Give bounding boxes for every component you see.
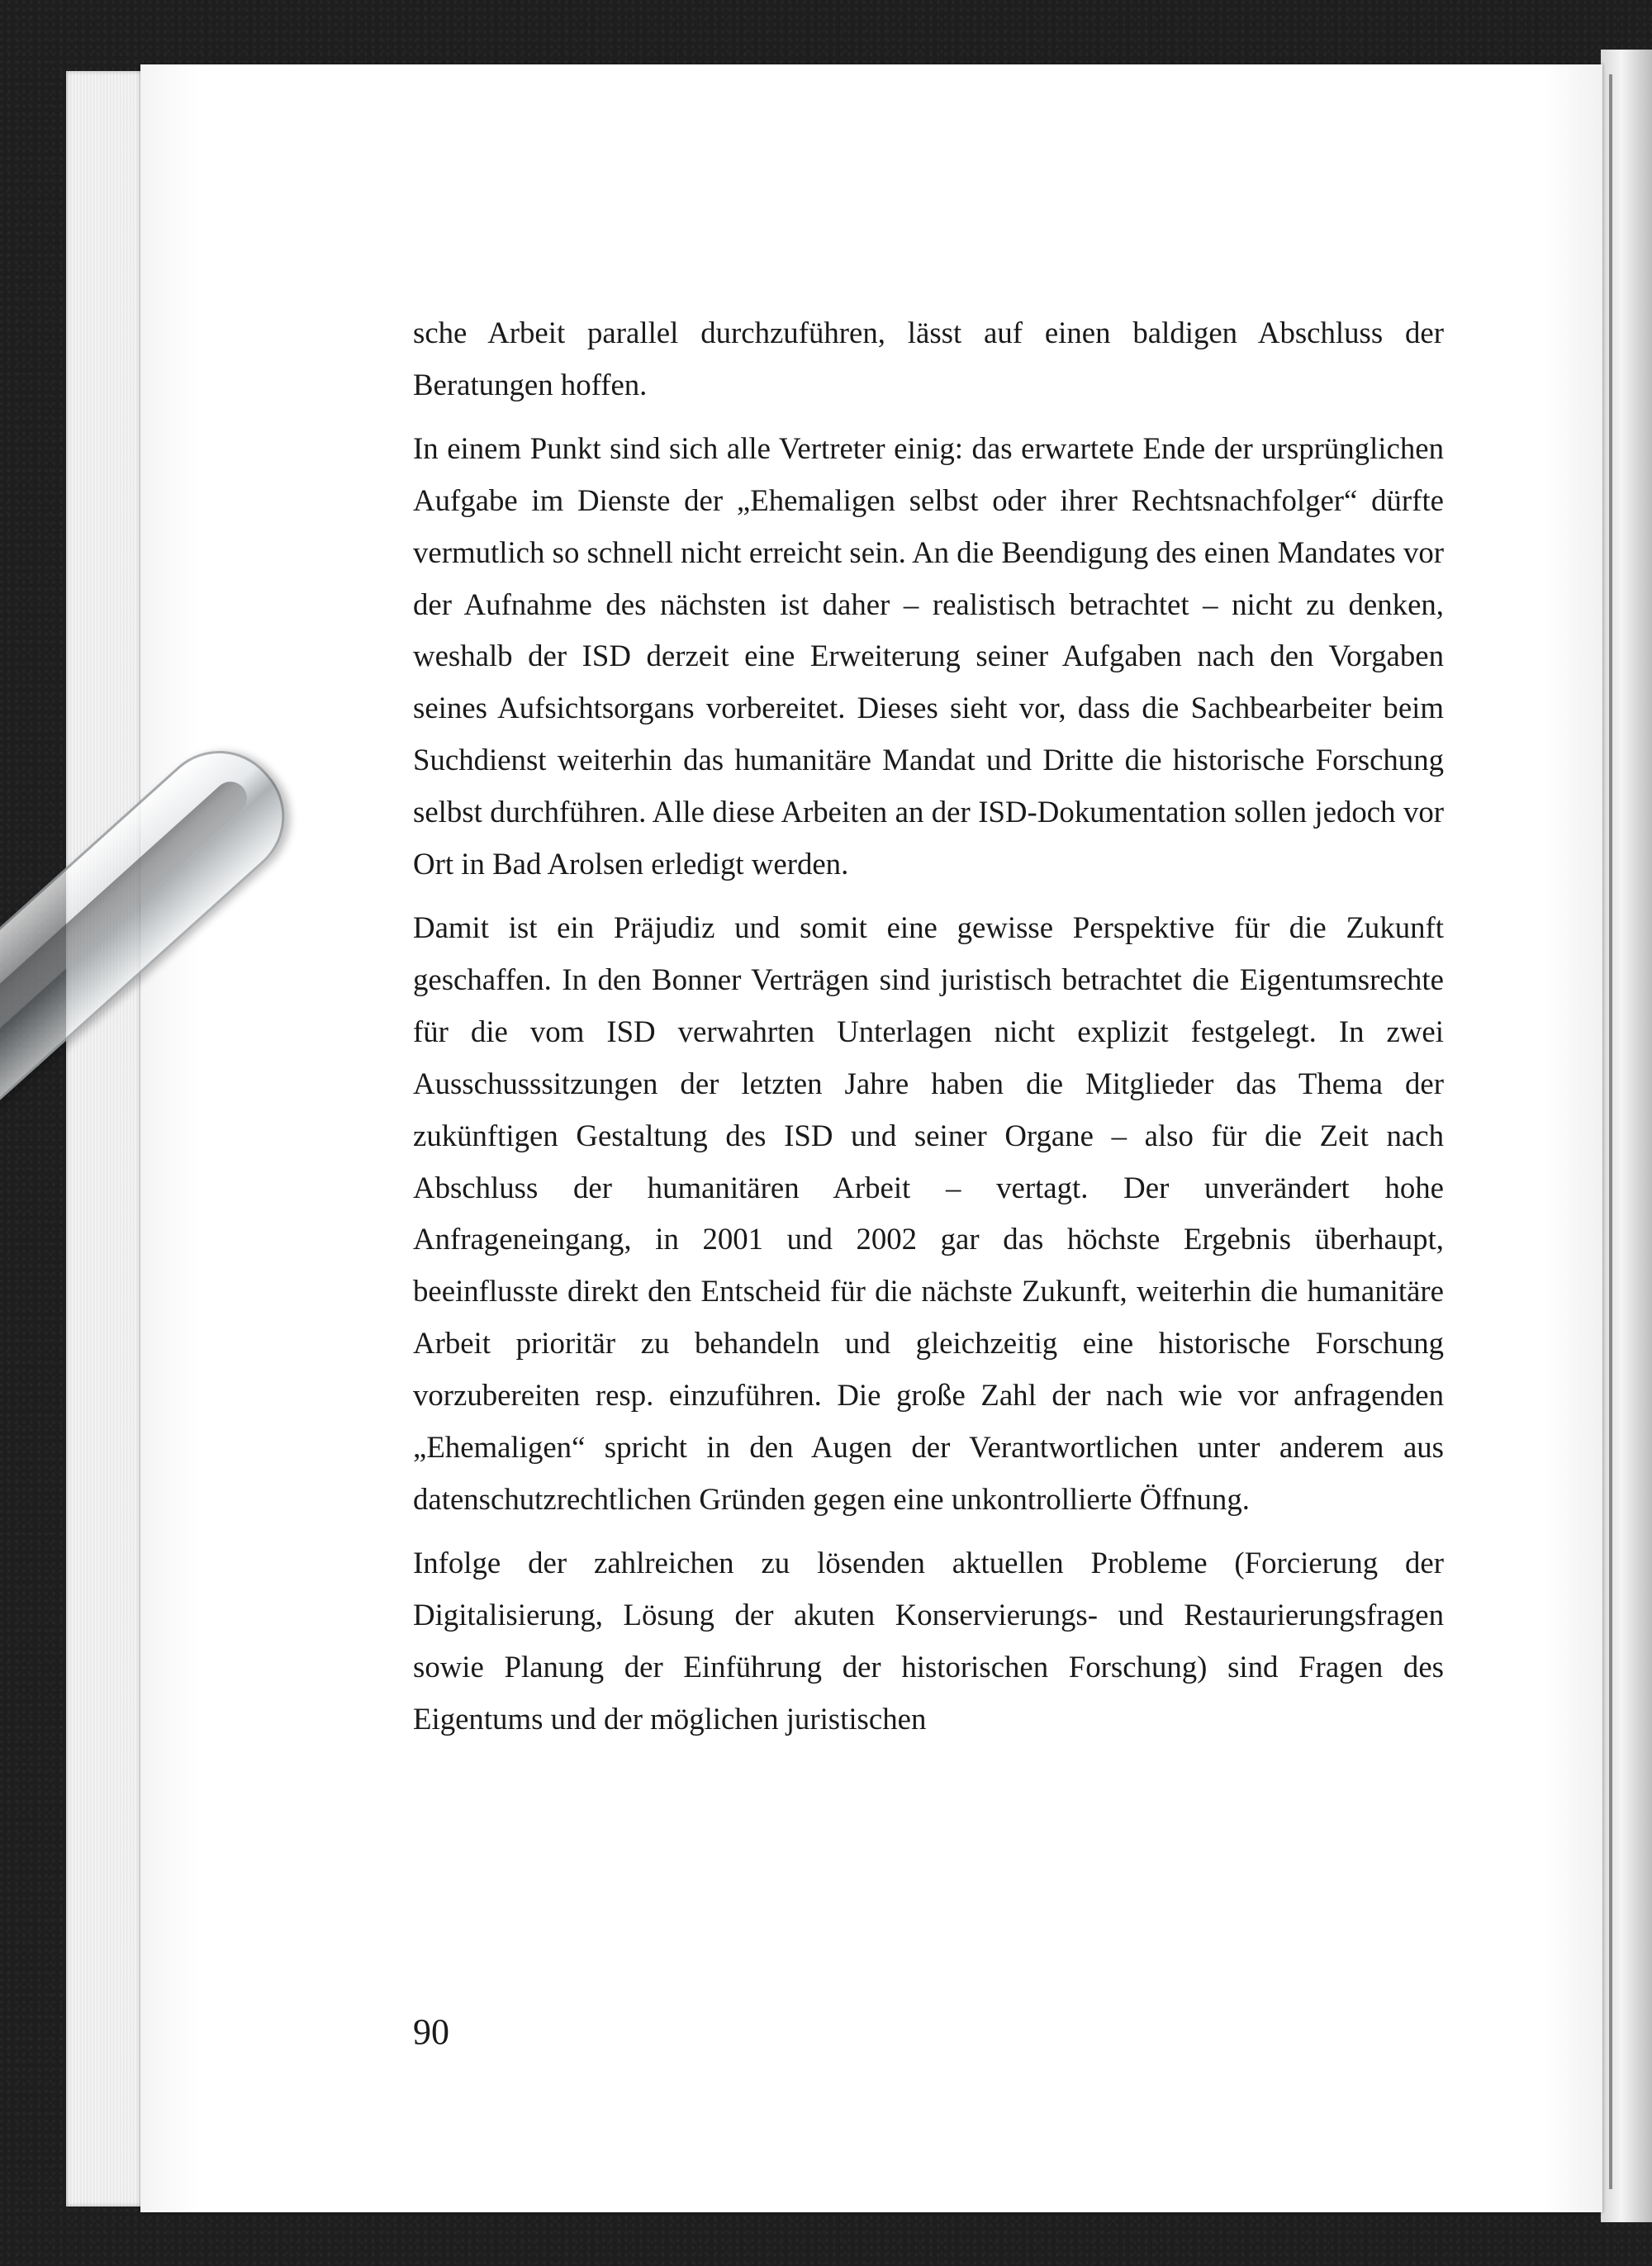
paragraph-1: sche Arbeit parallel durchzuführen, lässt auf einen baldigen Abschluss der Beratungen hoffen. — [413, 316, 1444, 401]
paragraph-3: Damit ist ein Präjudiz und somit eine gewisse Perspektive für die Zukunft geschaffen. In den Bonner Verträgen sind juristisch betrachtet die Eigentumsrechte für die vom ISD verwahrten Unterlagen nicht explizit festgelegt. In zwei Ausschusssitzungen der letzten Jahre haben die Mitglieder das Thema der zukünftigen Gestaltung des ISD und seiner Organe – also für die Zeit nach Abschluss der humanitären Arbeit – vertagt. Der unverändert hohe Anfrageneingang, in 2001 und 2002 gar das höchste Ergebnis überhaupt, beeinflusste direkt den Entscheid für die nächste Zukunft, weiterhin die humanitäre Arbeit prioritär zu behandeln und gleichzeitig eine historische Forschung vorzubereiten resp. einzuführen. Die große Zahl der nach wie vor anfragenden „Ehemaligen“ spricht in den Augen der Verantwortlichen unter anderem aus datenschutzrechtlichen Gründen gegen eine unkontrollierte Öffnung. — [413, 910, 1444, 1516]
page-number: 90 — [413, 2012, 449, 2052]
page-fold-line — [1609, 74, 1612, 2189]
paragraph-2: In einem Punkt sind sich alle Vertreter einig: das erwartete Ende der ursprünglichen Aufgabe im Dienste der „Ehemaligen selbst oder ihrer Rechtsnachfolger“ dürfte vermutlich so schnell nicht erreicht sein. An die Beendigung des einen Mandates vor der Aufnahme des nächsten ist daher – realistisch betrachtet – nicht zu denken, weshalb der ISD derzeit eine Erweiterung seiner Aufgaben nach den Vorgaben seines Aufsichtsorgans vorbereitet. Dieses sieht vor, dass die Sachbearbeiter beim Suchdienst weiterhin das humanitäre Mandat und Dritte die historische Forschung selbst durchführen. Alle diese Arbeiten an der ISD-Dokumentation sollen jedoch vor Ort in Bad Arolsen erledigt werden. — [413, 430, 1444, 881]
body-text — [413, 307, 1444, 1745]
paragraph-4: Infolge der zahlreichen zu lösenden aktuellen Probleme (Forcierung der Digitalisierung, Lösung der akuten Konservierungs- und Restaurierungsfragen sowie Planung der Einführung der historischen Forschung) sind Fragen des Eigentums und der möglichen juristischen — [413, 1545, 1444, 1736]
